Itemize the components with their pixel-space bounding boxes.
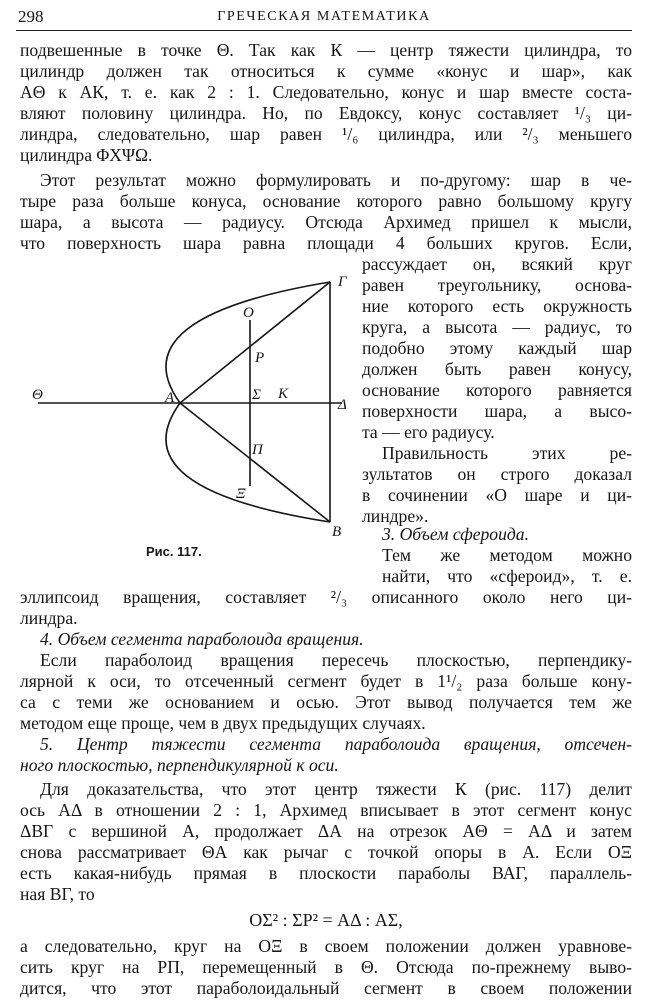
label-delta: Δ — [338, 397, 347, 413]
text-line: поверхности шара, а высо- — [362, 401, 632, 421]
figure-117 — [20, 262, 360, 540]
text-line: ная ВГ, то — [20, 884, 95, 904]
text-line: Если параболоид вращения пересечь плоскостью, перпендику- — [40, 650, 632, 670]
text-line: Этот результат можно формулировать и по-другому: шар в че- — [40, 170, 632, 190]
text-line: лярной к оси, то отсеченный сегмент будет в 1¹/₂ раза больше кону- — [20, 671, 632, 691]
text-line: сить круг на РП, перемещенный в Θ. Отсюда по-прежнему выво- — [20, 957, 632, 977]
label-b: B — [332, 524, 342, 540]
text-line: круга, а высота — радиус, то — [362, 317, 632, 337]
label-sigma: Σ — [252, 387, 261, 403]
page-header — [16, 4, 632, 31]
label-theta: Θ — [32, 387, 43, 403]
text-line: должен быть равен конусу, — [362, 359, 632, 379]
label-k: K — [278, 386, 289, 402]
text-line: основание которого равняется — [362, 380, 632, 400]
text-line: методом еще проще, чем в двух предыдущих случаях. — [20, 713, 426, 733]
text-line: Для доказательства, что этот центр тяжести К (рис. 117) делит — [40, 779, 632, 799]
label-p: P — [255, 350, 265, 366]
text-line: что поверхность шара равна площади 4 больших кругов. Если, — [20, 233, 632, 253]
text-line: линдре». — [362, 506, 429, 526]
label-pi: П — [252, 442, 263, 458]
running-title: ГРЕЧЕСКАЯ МАТЕМАТИКА — [217, 9, 431, 24]
text-line: ось АΔ в отношении 2 : 1, Архимед вписывает в этот сегмент конус — [20, 800, 632, 820]
text-line: подобно этому каждый шар — [362, 338, 632, 358]
section-heading: ного плоскостью, перпендикулярной к оси. — [20, 755, 339, 775]
text-line: са с теми же основанием и осью. Этот вывод получается тем же — [20, 692, 632, 712]
text-line: цилиндра ΦΧΨΩ. — [20, 145, 153, 165]
label-gamma: Г — [338, 274, 347, 290]
text-line: линдра. — [20, 608, 78, 628]
text-line: тыре раза больше конуса, основание которого равно большому кругу — [20, 191, 632, 211]
cone-side-a-gamma — [180, 282, 330, 403]
text-line: цилиндр должен так относиться к сумме «конус и шар», как — [20, 61, 632, 81]
text-line: подвешенные в точке Θ. Так как К — центр тяжести цилиндра, то — [20, 40, 632, 60]
text-line: линдра, следовательно, шар равен ¹/₆ цилиндра, или ²/₃ меньшего — [20, 124, 632, 144]
cone-side-a-b — [180, 403, 330, 522]
text-line: АΘ к АК, т. е. как 2 : 1. Следовательно, конус и шар вместе соста- — [20, 82, 632, 102]
section-heading: 4. Объем сегмента параболоида вращения. — [40, 629, 364, 649]
text-line: Правильность этих ре- — [382, 443, 632, 463]
label-o: O — [243, 305, 254, 321]
text-line: ΔВГ с вершиной А, продолжает ΔА на отрезок АΘ = АΔ и затем — [20, 821, 632, 841]
page-number: 298 — [18, 7, 44, 26]
text-line: Тем же методом можно — [382, 545, 632, 565]
label-a: A — [165, 390, 175, 406]
text-line: ние которого есть окружность — [362, 296, 632, 316]
text-line: вляют половину цилиндра. Но, по Евдоксу, конус составляет ¹/₃ ци- — [20, 103, 632, 123]
formula: ΟΣ² : ΣΡ² = АΔ : АΣ, — [249, 910, 403, 930]
text-line: шара, а высота — радиусу. Отсюда Архимед пришел к мысли, — [20, 212, 632, 232]
text-line: дится, что этот параболоидальный сегмент в своем положении — [20, 978, 632, 998]
text-line: рассуждает он, всякий круг — [362, 254, 632, 274]
text-line: та — его радиусу. — [362, 422, 495, 442]
text-line: эллипсоид вращения, составляет ²/₃ описанного около него ци- — [20, 587, 632, 607]
section-heading: 5. Центр тяжести сегмента параболоида вращения, отсечен- — [40, 734, 632, 754]
text-line: зультатов он строго доказал — [362, 464, 632, 484]
text-line: найти, что «сфероид», т. е. — [382, 566, 632, 586]
label-xi: Ξ — [236, 486, 246, 502]
text-line: равен треугольнику, основа- — [362, 275, 632, 295]
figure-caption: Рис. 117. — [146, 544, 202, 559]
text-line: снова рассматривает ΘА как рычаг с точкой опоры в А. Если ОΞ — [20, 842, 632, 862]
text-line: есть какая-нибудь прямая в плоскости параболы ВАГ, параллель- — [20, 863, 632, 883]
text-line: а следовательно, круг на ОΞ в своем положении должен уравнове- — [20, 936, 632, 956]
section-heading: 3. Объем сфероида. — [382, 524, 529, 544]
text-line: в сочинении «О шаре и ци- — [362, 485, 632, 505]
